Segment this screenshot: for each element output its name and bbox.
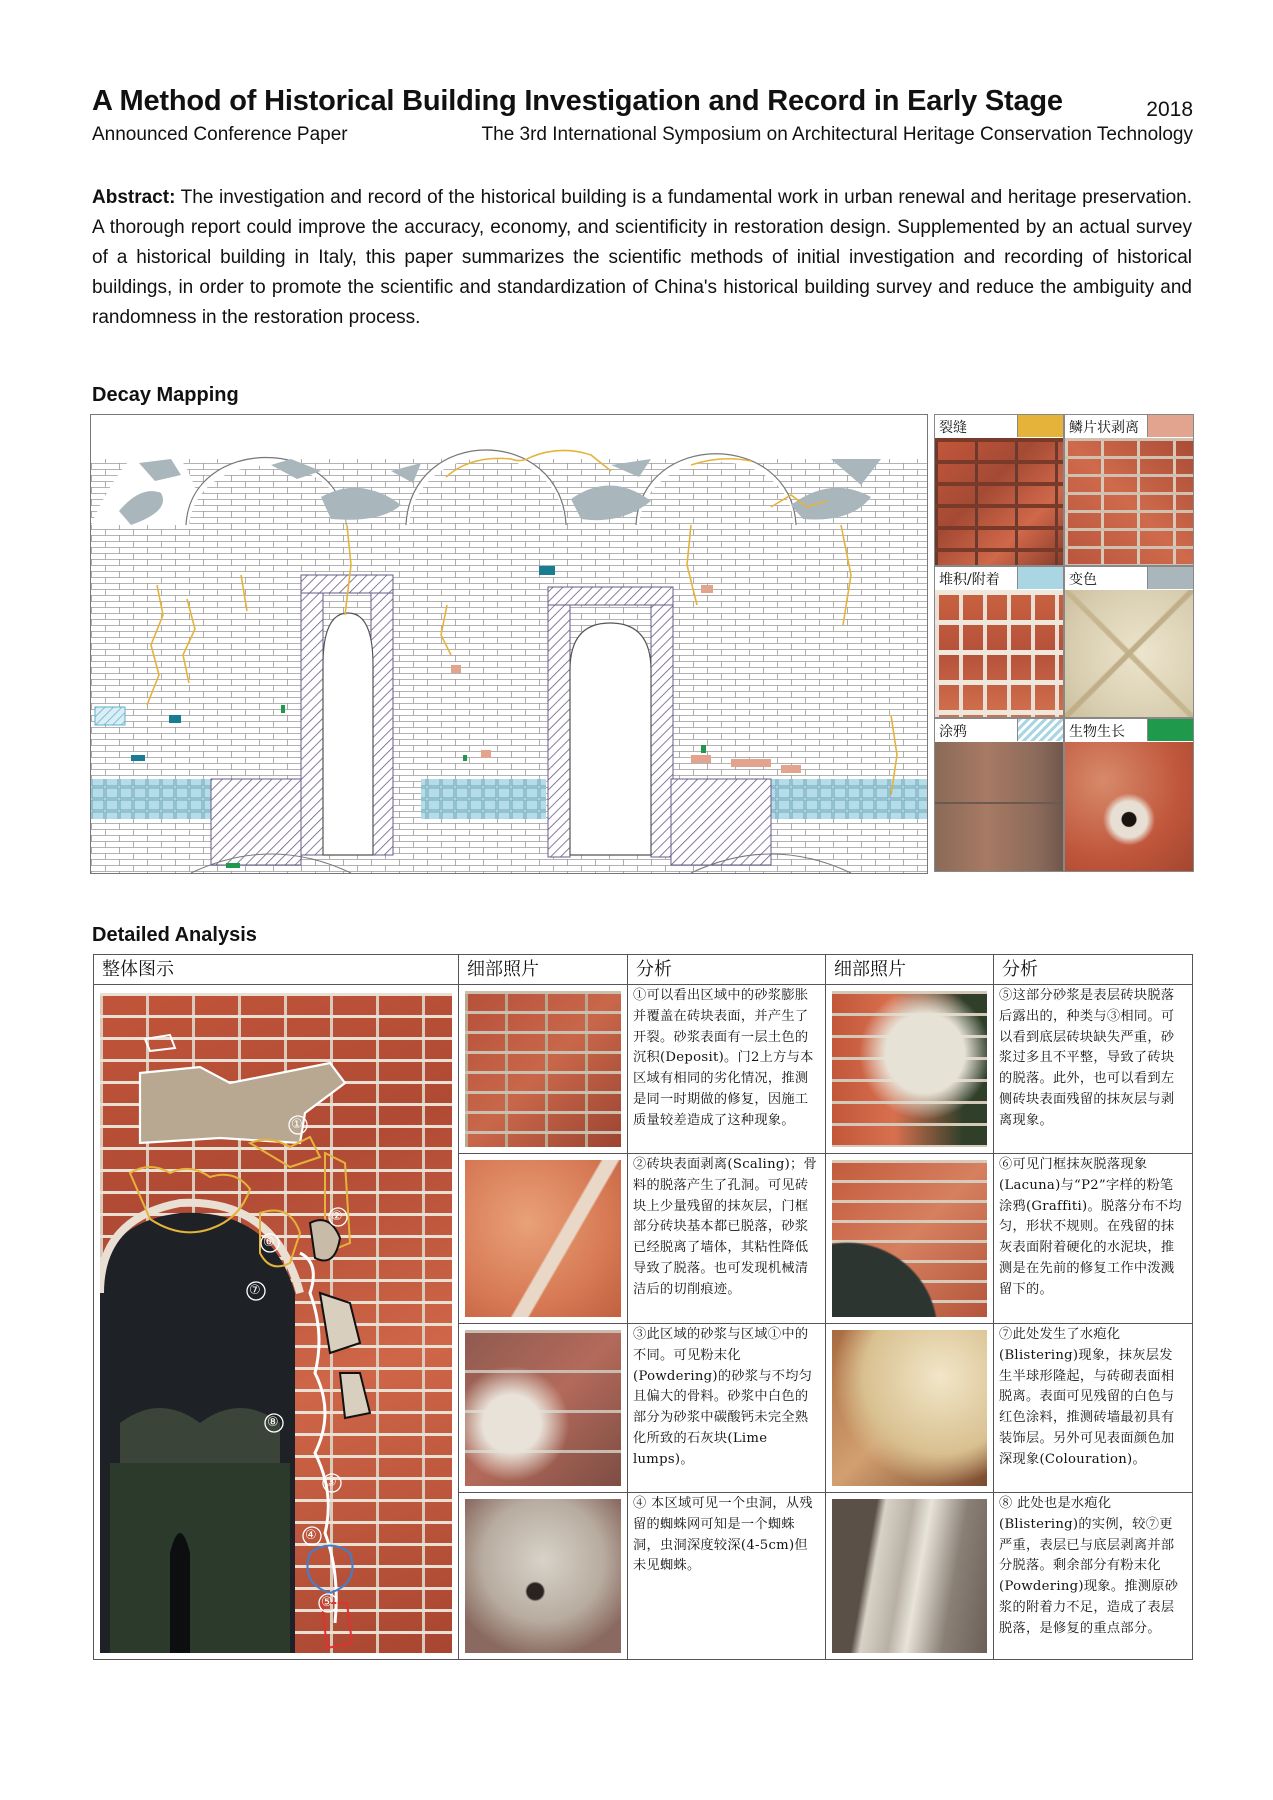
- legend-swatch: [1017, 719, 1063, 741]
- decay-mapping-title: Decay Mapping: [92, 384, 239, 406]
- detail-photo-1: [465, 991, 621, 1147]
- marker-3: ③: [325, 1474, 337, 1489]
- header-overview: 整体图示: [94, 955, 459, 985]
- detail-photo-cell: [826, 1154, 994, 1324]
- detail-photo-cell: [826, 985, 994, 1154]
- decay-mapping-drawing: [90, 414, 928, 874]
- discoloration-photo: [1065, 590, 1193, 717]
- marker-2: ②: [331, 1208, 343, 1223]
- detailed-analysis-title: Detailed Analysis: [92, 924, 257, 946]
- overview-photo: [100, 993, 452, 1653]
- legend-label: 鳞片状剥离: [1069, 420, 1139, 436]
- legend-item: [934, 414, 1064, 566]
- legend-swatch: [1017, 567, 1063, 589]
- legend-label: 堆积/附着: [939, 572, 1000, 588]
- detail-photo-8: [832, 1499, 987, 1653]
- marker-5: ⑤: [321, 1594, 333, 1609]
- legend-label: 变色: [1069, 572, 1097, 588]
- marker-1: ①: [291, 1116, 303, 1131]
- detail-photo-2: [465, 1160, 621, 1317]
- analysis-1: ①可以看出区域中的砂浆膨胀并覆盖在砖块表面，并产生了开裂。砂浆表面有一层土色的沉积(Deposit)。门2上方与本区域有相同的劣化情况，推测是同一时期做的修复，因施工质量较差造成了这种现象。: [628, 985, 826, 1154]
- analysis-3: ③此区域的砂浆与区域①中的不同。可见粉末化(Powdering)的砂浆与不均匀且偏大的骨料。砂浆中白色的部分为砂浆中碳酸钙未完全熟化所致的石灰块(Lime lumps)。: [628, 1324, 826, 1493]
- detail-photo-7: [832, 1330, 987, 1486]
- paper-year: 2018: [1146, 98, 1193, 121]
- biological-growth-photo: [1065, 742, 1193, 871]
- legend-item: [1064, 566, 1194, 718]
- detail-photo-3: [465, 1330, 621, 1486]
- detailed-analysis-table: [93, 954, 1193, 1660]
- marker-7: ⑦: [249, 1282, 261, 1297]
- overview-cell: [94, 985, 459, 1659]
- conference-name: The 3rd International Symposium on Architectural Heritage Conservation Technology: [481, 124, 1193, 145]
- marker-6: ⑥: [263, 1234, 275, 1249]
- detail-photo-6: [832, 1160, 987, 1317]
- abstract-text: The investigation and record of the historical building is a fundamental work in urban renewal and heritage preservation. A thorough report could improve the accuracy, economy, and scientificity in restoration design. Supplemented by an actual survey of a historical building in Italy, this paper summarizes the scientific methods of initial investigation and recording of historical buildings, in order to promote the scientific and standardization of China's historical building survey and reduce the ambiguity and randomness in the restoration process.: [92, 187, 1192, 328]
- analysis-8: ⑧ 此处也是水疱化(Blistering)的实例，较⑦更严重，表层已与底层剥离并部分脱落。剩余部分有粉末化(Powdering)现象。推测原砂浆的附着力不足，造成了表层脱落，是修复的重点部分。: [999, 1496, 1179, 1636]
- analysis-5: ⑤这部分砂浆是表层砖块脱落后露出的，种类与③相同。可以看到底层砖块缺失严重，砂浆过多且不平整，导致了砖块的脱落。此外，也可以看到左侧砖块表面残留的抹灰层与剥离现象。: [994, 985, 1192, 1154]
- header-analysis-2: 分析: [994, 955, 1192, 985]
- crack-photo: [935, 438, 1063, 565]
- decay-legend: [934, 414, 1194, 872]
- analysis-2: ②砖块表面剥离(Scaling)；骨料的脱落产生了孔洞。可见砖块上少量残留的抹灰层，门框部分砖块基本都已脱落，砂浆已经脱离了墙体，其粘性降低导致了脱落。也可发现机械清洁后的切削痕迹。: [628, 1154, 826, 1324]
- detail-photo-5: [832, 991, 987, 1147]
- paper-title: A Method of Historical Building Investigation and Record in Early Stage: [92, 85, 1063, 117]
- detail-photo-cell: [459, 1154, 628, 1324]
- legend-swatch: [1147, 567, 1193, 589]
- detail-photo-cell: [459, 1493, 628, 1659]
- legend-item: [1064, 414, 1194, 566]
- detail-photo-cell: [826, 1493, 994, 1659]
- legend-label: 涂鸦: [939, 724, 967, 740]
- graffiti-photo: [935, 742, 1063, 871]
- abstract: [92, 183, 1192, 333]
- marker-8: ⑧: [267, 1414, 279, 1429]
- legend-item: [934, 718, 1064, 872]
- legend-swatch: [1147, 719, 1193, 741]
- analysis-6: ⑥可见门框抹灰脱落现象(Lacuna)与“P2”字样的粉笔涂鸦(Graffiti)。脱落分布不均匀，形状不规则。在残留的抹灰表面附着硬化的水泥块，推测是在先前的修复工作中泼溅留下的。: [994, 1154, 1192, 1324]
- header-detail-photo-1: 细部照片: [459, 955, 628, 985]
- detail-photo-cell: [459, 985, 628, 1154]
- detail-photo-cell: [459, 1324, 628, 1493]
- legend-label: 裂缝: [939, 420, 967, 436]
- analysis-7: ⑦此处发生了水疱化(Blistering)现象，抹灰层发生半球形隆起，与砖砌表面相脱离。表面可见残留的白色与红色涂料，推测砖墙最初具有装饰层。另外可见表面颜色加深现象(Colouration)。: [994, 1324, 1192, 1493]
- scaling-photo: [1065, 438, 1193, 565]
- header-analysis-1: 分析: [628, 955, 826, 985]
- paper-type: Announced Conference Paper: [92, 124, 348, 145]
- legend-item: [934, 566, 1064, 718]
- header-detail-photo-2: 细部照片: [826, 955, 994, 985]
- analysis-4: ④ 本区域可见一个虫洞，从残留的蜘蛛网可知是一个蜘蛛洞，虫洞深度较深(4-5cm)但未见蜘蛛。: [628, 1493, 826, 1659]
- deposit-photo: [935, 590, 1063, 717]
- abstract-label: Abstract:: [92, 187, 176, 208]
- legend-swatch: [1147, 415, 1193, 437]
- legend-item: [1064, 718, 1194, 872]
- detail-photo-4: [465, 1499, 621, 1653]
- detail-photo-cell: [826, 1324, 994, 1493]
- marker-4: ④: [305, 1527, 317, 1542]
- legend-label: 生物生长: [1069, 724, 1125, 740]
- legend-swatch: [1017, 415, 1063, 437]
